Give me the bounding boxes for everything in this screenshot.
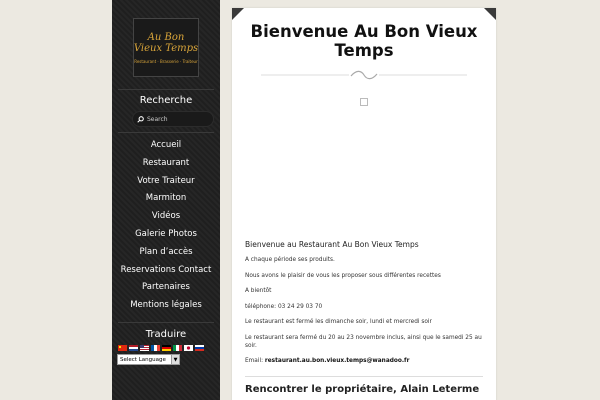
- paragraph: Le restaurant sera fermé du 20 au 23 novembre inclus, ainsi que le samedi 25 au soir.: [245, 334, 482, 349]
- flag-de-icon[interactable]: [162, 345, 171, 351]
- logo-line-1: Au Bon: [147, 31, 185, 43]
- flag-cn-icon[interactable]: [118, 345, 127, 351]
- email-label: Email:: [245, 358, 264, 364]
- sidebar: [112, 0, 220, 400]
- nav-item-marmiton[interactable]: Marmiton: [145, 193, 187, 204]
- nav-item-mentions-legales[interactable]: Mentions légales: [130, 300, 202, 311]
- nav-item-accueil[interactable]: Accueil: [150, 140, 182, 150]
- ornament-divider: [261, 69, 467, 81]
- search-box: [132, 111, 214, 127]
- paragraph: A bientôt: [245, 288, 272, 294]
- section-divider: [245, 376, 483, 377]
- email-line: [245, 357, 485, 365]
- language-flags: [118, 345, 204, 351]
- nav-item-traiteur[interactable]: Votre Traiteur: [137, 175, 195, 186]
- nav-item-partenaires[interactable]: Partenaires: [142, 282, 190, 293]
- paragraph: Le restaurant est fermé les dimanche soir, lundi et mercredi soir: [245, 319, 432, 325]
- site-logo[interactable]: [133, 18, 199, 77]
- section-title: Rencontrer le propriétaire, Alain Leterme: [245, 384, 480, 395]
- flag-nl-icon[interactable]: [129, 345, 138, 351]
- main-content: [232, 8, 496, 400]
- search-icon: [137, 116, 144, 123]
- nav-item-restaurant[interactable]: Restaurant: [142, 157, 190, 168]
- nav-item-videos[interactable]: Vidéos: [151, 211, 181, 222]
- flag-ru-icon[interactable]: [195, 345, 204, 351]
- flag-jp-icon[interactable]: [184, 345, 193, 351]
- search-heading: Recherche: [139, 95, 193, 106]
- flag-it-icon[interactable]: [173, 345, 182, 351]
- broken-image-icon: [360, 98, 368, 106]
- search-input[interactable]: [147, 116, 211, 123]
- sidebar-divider: [118, 132, 214, 133]
- main-nav: [112, 137, 220, 315]
- language-select[interactable]: [117, 354, 180, 365]
- nav-item-reservations-contact[interactable]: Reservations Contact: [120, 264, 212, 275]
- article-body: [245, 240, 485, 373]
- sidebar-divider: [118, 89, 214, 90]
- nav-item-plan-acces[interactable]: Plan d’accès: [139, 246, 193, 257]
- translate-heading: Traduire: [145, 329, 187, 340]
- corner-decoration: [232, 8, 244, 20]
- paragraph: A chaque période ses produits.: [245, 257, 335, 263]
- sidebar-divider: [118, 322, 214, 323]
- nav-item-galerie-photos[interactable]: Galerie Photos: [135, 228, 197, 239]
- page-title: Bienvenue Au Bon Vieux Temps: [250, 22, 478, 60]
- phone-line: téléphone: 03 24 29 03 70: [245, 303, 323, 310]
- intro-heading: Bienvenue au Restaurant Au Bon Vieux Temps: [245, 240, 419, 249]
- flag-en-icon[interactable]: [140, 345, 149, 351]
- logo-line-2: Vieux Temps: [133, 42, 199, 54]
- chevron-down-icon: ▼: [171, 355, 179, 364]
- logo-tagline: Restaurant · Brasserie · Traiteur: [134, 58, 198, 64]
- email-link[interactable]: restaurant.au.bon.vieux.temps@wanadoo.fr: [264, 358, 410, 364]
- flag-fr-icon[interactable]: [151, 345, 160, 351]
- language-select-value: Select Language: [120, 356, 166, 363]
- corner-decoration: [484, 8, 496, 20]
- paragraph: Nous avons le plaisir de vous les proposer sous différentes recettes: [245, 272, 441, 279]
